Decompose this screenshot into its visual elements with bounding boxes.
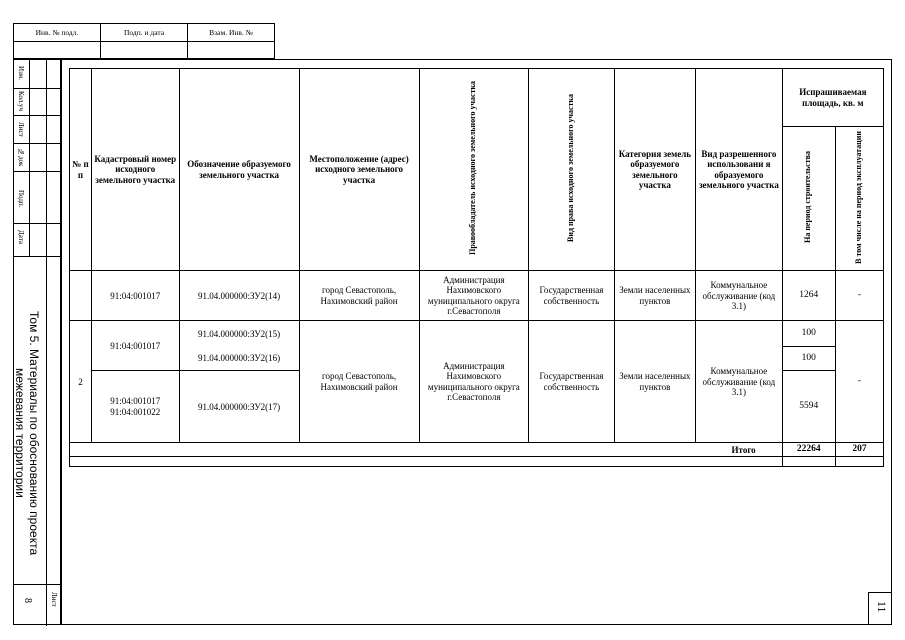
side-block [13, 59, 61, 625]
cell-area-exploit: - [835, 271, 883, 321]
rev-label-ndok: №док [17, 148, 25, 167]
cell-area-build: 1264 [782, 271, 835, 321]
cell-category: Земли населенных пунктов [614, 271, 695, 321]
cell-cadastral: 91:04:001017 91:04:001022 [91, 371, 179, 443]
cell-holder: Администрация Нахимовского муниципального округа г.Севастополя [419, 271, 529, 321]
header-holder: Правообладатель исходного земельного участка [419, 69, 529, 271]
stamp-replace-value [188, 41, 275, 59]
rev-label-koluch: Кол.уч [17, 91, 25, 111]
cell-designation: 91.04.000000:ЗУ2(15) [179, 321, 299, 347]
header-area-build: На период строительства [782, 127, 835, 271]
sheet-number: 8 [22, 598, 33, 603]
cell-cadastral: 91:04:001017 [91, 321, 179, 371]
cell-num: 2 [70, 321, 92, 443]
total-exploit: 207 [835, 443, 883, 457]
cell-right: Государственная собственность [529, 321, 615, 443]
header-right: Вид права исходного земельного участка [529, 69, 615, 271]
stamp-inv-value [14, 41, 101, 59]
header-cadastral: Кадастровый номер исходного земельного участка [91, 69, 179, 271]
cell-area-exploit: - [835, 321, 883, 443]
cell-area-build: 5594 [782, 371, 835, 443]
cell-designation: 91.04.000000:ЗУ2(14) [179, 271, 299, 321]
cell-right: Государственная собственность [529, 271, 615, 321]
approval-stamp [13, 23, 275, 59]
total-build: 22264 [782, 443, 835, 457]
cell-location: город Севастополь, Нахимовский район [299, 271, 419, 321]
rev-label-izm: Изм. [17, 66, 25, 80]
table-row [70, 321, 884, 347]
cell-holder: Администрация Нахимовского муниципального округа г.Севастополя [419, 321, 529, 443]
cell-designation: 91.04.000000:ЗУ2(16) [179, 347, 299, 371]
empty-row [70, 457, 884, 467]
total-row [70, 443, 884, 457]
stamp-replace-label: Взам. Инв. № [188, 24, 275, 42]
header-num: № п п [70, 69, 92, 271]
header-designation: Обозначение образуемого земельного участка [179, 69, 299, 271]
cell-category: Земли населенных пунктов [614, 321, 695, 443]
volume-title: Том 5. Материалы по обоснованию проекта межевания территории [13, 310, 41, 556]
cell-location: город Севастополь, Нахимовский район [299, 321, 419, 443]
page-number-box [868, 592, 892, 625]
header-category: Категория земель образуемого земельного участка [614, 69, 695, 271]
header-area-exploit: В том числе на период эксплуатации [835, 127, 883, 271]
sheet-label: Лист [50, 592, 58, 607]
rev-label-list: Лист [17, 122, 25, 137]
stamp-sign-label: Подп. и дата [101, 24, 188, 42]
rev-label-podp: Подп. [17, 190, 25, 208]
rev-label-data: Дата [17, 230, 25, 244]
cell-cadastral: 91:04:001017 [91, 271, 179, 321]
page-number: 11 [875, 601, 889, 613]
header-use: Вид разрешенного использовани я образуемого земельного участка [696, 69, 783, 271]
table-row [70, 271, 884, 321]
total-label: Итого [70, 443, 783, 457]
cell-num [70, 271, 92, 321]
cell-use: Коммунальное обслуживание (код 3.1) [696, 271, 783, 321]
header-area-group: Испрашиваемая площадь, кв. м [782, 69, 883, 127]
cell-designation: 91.04.000000:ЗУ2(17) [179, 371, 299, 443]
header-location: Местоположение (адрес) исходного земельного участка [299, 69, 419, 271]
cell-area-build: 100 [782, 321, 835, 347]
stamp-inv-label: Инв. № подл. [14, 24, 101, 42]
cell-area-build: 100 [782, 347, 835, 371]
cell-use: Коммунальное обслуживание (код 3.1) [696, 321, 783, 443]
land-plots-table [69, 68, 884, 467]
stamp-sign-value [101, 41, 188, 59]
